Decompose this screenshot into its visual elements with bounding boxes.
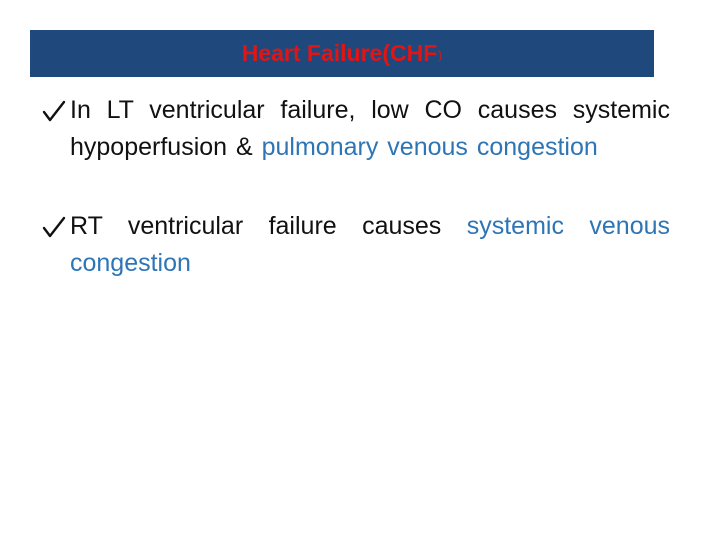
bullet-list	[42, 92, 670, 282]
bullet-item	[42, 208, 670, 282]
title-bar	[30, 30, 654, 77]
bullet-accent-text: systemic venous congestion	[70, 212, 670, 277]
bullet-text: In LT ventricular failure, low CO causes systemic hypoperfusion &	[70, 96, 670, 161]
check-icon	[42, 92, 68, 129]
bullet-item	[42, 92, 670, 166]
bullet-text: RT ventricular failure causes	[70, 212, 467, 240]
check-icon	[42, 208, 68, 245]
slide-title-closing-paren: )	[438, 47, 443, 62]
slide-title: Heart Failure(CHF	[241, 40, 438, 66]
bullet-accent-text: pulmonary venous congestion	[261, 133, 598, 161]
